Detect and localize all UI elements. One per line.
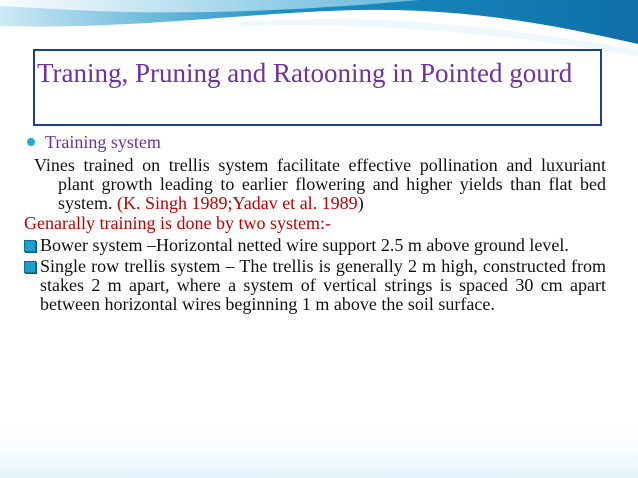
list-item: [24, 257, 606, 314]
slide-title: Traning, Pruning and Ratooning in Pointed gourd: [33, 49, 602, 126]
slide-body: [24, 131, 606, 314]
training-paragraph: [24, 156, 606, 213]
paragraph-text: Vines trained on trellis system facilitate effective pollination and luxuriant plant growth leading to earlier flowering and higher yields than flat bed system.: [34, 155, 606, 213]
list-item: [24, 236, 606, 255]
checkbox-bullet-icon: [24, 240, 36, 252]
checkbox-bullet-icon: [24, 261, 36, 273]
list-item-text: Bower system –Horizontal netted wire support 2.5 m above ground level.: [40, 235, 569, 255]
section-heading-text: Training system: [45, 132, 161, 152]
generally-line: Genarally training is done by two system:-: [24, 213, 331, 233]
bottom-fade: [0, 420, 638, 478]
list-item-text: Single row trellis system – The trellis is generally 2 m high, constructed from stakes 2 m apart, where a system of vertical strings is spaced 30 cm apart between horizontal wires beginning 1 m above the soil surface.: [40, 256, 606, 314]
section-heading: [27, 131, 606, 153]
bullet-dot-icon: [27, 138, 35, 146]
citation-close: ): [357, 193, 364, 213]
citation: (K. Singh 1989;Yadav et al. 1989: [117, 193, 358, 213]
